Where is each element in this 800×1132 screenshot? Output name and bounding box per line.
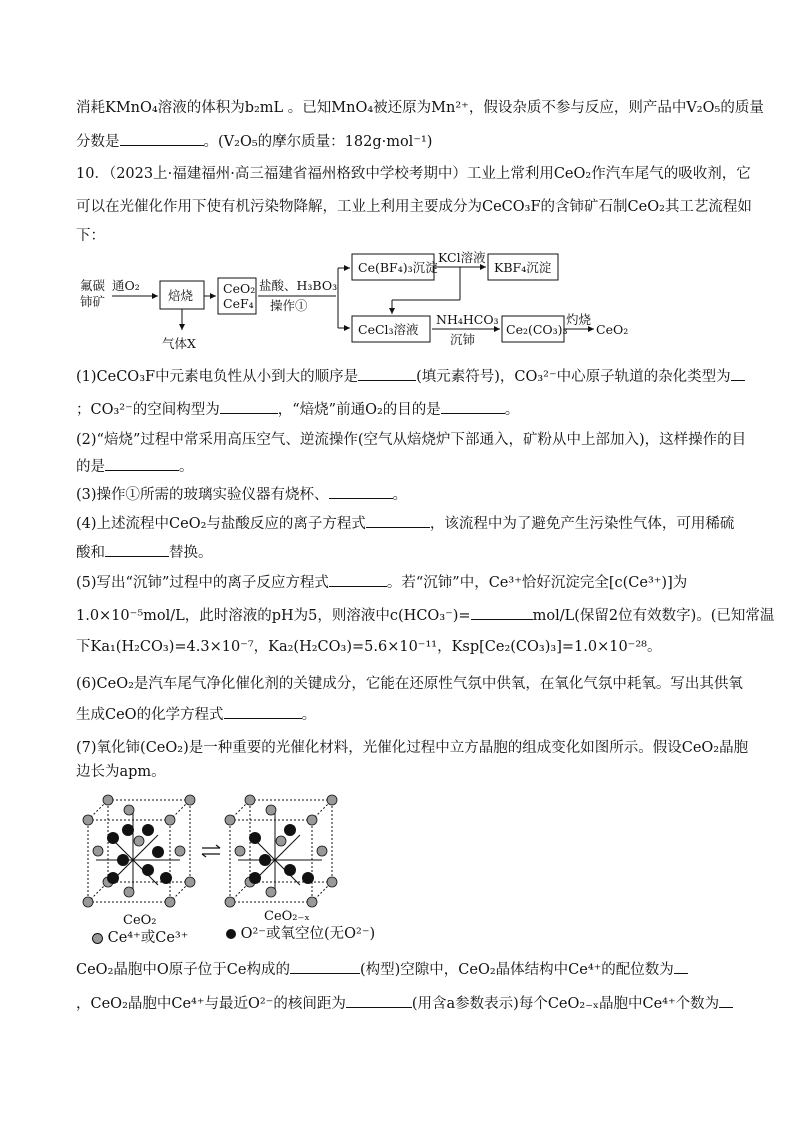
svg-text:CeF₄: CeF₄ [223, 296, 254, 311]
answer-blank[interactable] [441, 399, 505, 414]
answer-blank[interactable] [358, 366, 416, 381]
precip-label: 沉铈 [450, 332, 476, 347]
part-5-line-1: (5)写出“沉铈”过程中的离子反应方程式 。若“沉铈”中，Ce³⁺恰好沉淀完全[c(Ce³⁺)]为 [76, 572, 687, 593]
final-line-1: CeO₂晶胞中O原子位于Ce构成的 (构型)空隙中，CeO₂晶体结构中Ce⁴⁺的配位数为 [76, 959, 688, 980]
answer-blank[interactable] [674, 959, 688, 974]
svg-text:焙烧: 焙烧 [168, 288, 194, 303]
svg-text:Ce(BF₄)₃沉淀: Ce(BF₄)₃沉淀 [358, 260, 438, 275]
nh4hco3-label: NH₄HCO₃ [436, 312, 499, 327]
legend-black: O²⁻或氧空位(无O²⁻) [226, 924, 375, 944]
gray-circle-icon [92, 933, 103, 944]
svg-text:KBF₄沉淀: KBF₄沉淀 [494, 260, 552, 275]
answer-blank[interactable] [719, 993, 733, 1008]
part-5-line-2: 1.0×10⁻⁵mol/L，此时溶液的pH为5，则溶液中c(HCO₃⁻)= mol/L(保留2位有效数字)。(已知常温 [76, 605, 774, 626]
part-5-line-3: 下Ka₁(H₂CO₃)=4.3×10⁻⁷，Ka₂(H₂CO₃)=5.6×10⁻¹¹，Ksp[Ce₂(CO₃)₃]=1.0×10⁻²⁸。 [76, 639, 662, 655]
final-product-label: CeO₂ [596, 322, 629, 337]
acid-label: 盐酸、H₃BO₃ [259, 278, 338, 293]
intro-line-1: 消耗KMnO₄溶液的体积为b₂mL 。已知MnO₄被还原为Mn²⁺，假设杂质不参与反应，则产品中V₂O₅的质量 [76, 100, 764, 116]
svg-text:CeCl₃溶液: CeCl₃溶液 [358, 322, 419, 337]
question-line-2: 可以在光催化作用下使有机污染物降解，工业上利用主要成分为CeCO₃F的含铈矿石制CeO₂其工艺流程如 [76, 199, 752, 215]
cell-2-label: CeO₂₋ₓ [264, 909, 310, 924]
raw-material-2: 铈矿 [80, 294, 106, 309]
part-7-line-1: (7)氧化铈(CeO₂)是一种重要的光催化材料，光催化过程中立方晶胞的组成变化如图所示。假设CeO₂晶胞 [76, 740, 749, 756]
answer-blank[interactable] [329, 572, 387, 587]
svg-text:Ce₂(CO₃)₃: Ce₂(CO₃)₃ [506, 322, 568, 337]
part-2-line-2: 的是 。 [76, 456, 194, 477]
question-line-3: 下： [76, 228, 105, 244]
answer-blank[interactable] [471, 605, 533, 620]
part-2-line-1: (2)“焙烧”过程中常采用高压空气、逆流操作(空气从焙烧炉下部通入，矿粉从中上部加入)，这样操作的目 [76, 432, 747, 448]
kcl-label: KCl溶液 [438, 250, 486, 265]
part-1-line-1: (1)CeCO₃F中元素电负性从小到大的顺序是 (填元素符号)，CO₃²⁻中心原子轨道的杂化类型为 [76, 366, 745, 387]
gas-x-label: 气体X [162, 336, 196, 351]
raw-material-1: 氟碳 [80, 278, 106, 293]
part-1-line-2: ；CO₃²⁻的空间构型为 ，“焙烧”前通O₂的目的是 。 [76, 399, 519, 420]
svg-text:CeO₂: CeO₂ [223, 281, 256, 296]
answer-blank[interactable] [105, 542, 169, 557]
answer-blank[interactable] [329, 484, 393, 499]
calcine-label: 灼烧 [566, 312, 592, 327]
answer-blank[interactable] [105, 456, 179, 471]
part-7-line-2: 边长为apm。 [76, 764, 166, 780]
question-line-1: 10．（2023上·福建福州·高三福建省福州格致中学校考期中）工业上常利用CeO₂作汽车尾气的吸收剂，它 [76, 166, 751, 182]
process-flowchart [70, 248, 670, 356]
answer-blank[interactable] [731, 366, 745, 381]
equilibrium-arrows [202, 845, 220, 857]
part-6-line-1: (6)CeO₂是汽车尾气净化催化剂的关键成分，它能在还原性气氛中供氧，在氧化气氛中耗氧。写出其供氧 [76, 676, 743, 692]
operation-label: 操作① [270, 298, 308, 313]
answer-blank[interactable] [224, 704, 302, 719]
answer-blank[interactable] [220, 399, 278, 414]
oxygen-label: 通O₂ [112, 278, 140, 293]
legend-gray: Ce⁴⁺或Ce³⁺ [92, 928, 188, 948]
part-3: (3)操作①所需的玻璃实验仪器有烧杯、 。 [76, 484, 407, 505]
black-circle-icon [226, 929, 236, 939]
part-4-line-1: (4)上述流程中CeO₂与盐酸反应的离子方程式 ，该流程中为了避免产生污染性气体，可用稀硫 [76, 513, 734, 534]
answer-blank[interactable] [366, 513, 430, 528]
intro-line-2: 分数是 。(V₂O₅的摩尔质量：182g·mol⁻¹) [76, 131, 432, 152]
answer-blank[interactable] [346, 993, 412, 1008]
part-4-line-2: 酸和 替换。 [76, 542, 213, 563]
part-6-line-2: 生成CeO的化学方程式 。 [76, 704, 316, 725]
answer-blank[interactable] [120, 131, 204, 146]
final-line-2: ，CeO₂晶胞中Ce⁴⁺与最近O²⁻的核间距为 (用含a参数表示)每个CeO₂₋ₓ晶胞中Ce⁴⁺个数为 [76, 993, 733, 1014]
cell-1-label: CeO₂ [123, 913, 157, 928]
answer-blank[interactable] [290, 959, 360, 974]
